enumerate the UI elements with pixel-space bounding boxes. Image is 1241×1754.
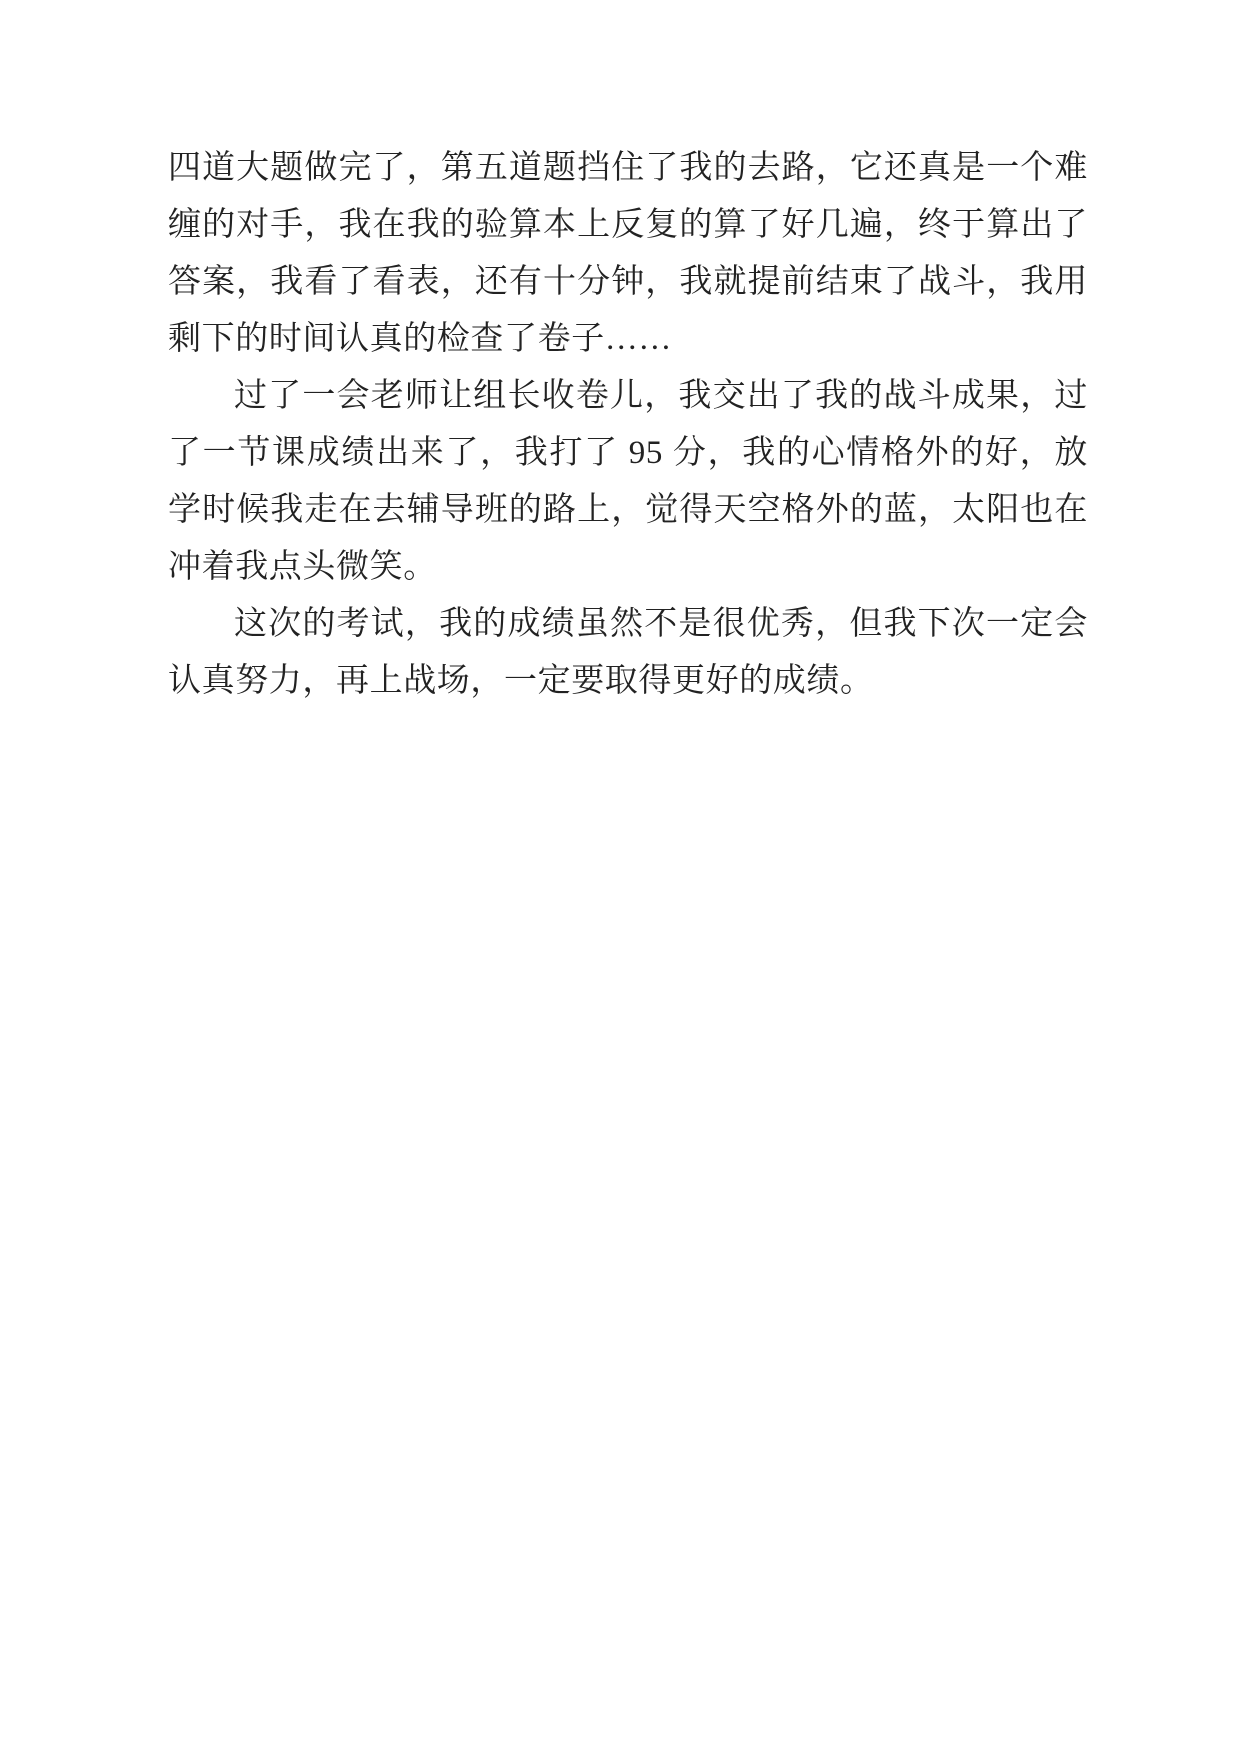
paragraph-1: 四道大题做完了，第五道题挡住了我的去路，它还真是一个难缠的对手，我在我的验算本上反复的算了好几遍，终于算出了答案，我看了看表，还有十分钟，我就提前结束了战斗，我用剩下的时间认真的检查了卷子…… [168, 150, 1088, 357]
document-body [168, 140, 1088, 710]
paragraph-2: 过了一会老师让组长收卷儿，我交出了我的战斗成果，过了一节课成绩出来了，我打了 95 分，我的心情格外的好，放学时候我走在去辅导班的路上，觉得天空格外的蓝，太阳也在冲着我点头微笑。 [168, 378, 1088, 585]
paragraph-3: 这次的考试，我的成绩虽然不是很优秀，但我下次一定会认真努力，再上战场，一定要取得更好的成绩。 [168, 606, 1088, 699]
